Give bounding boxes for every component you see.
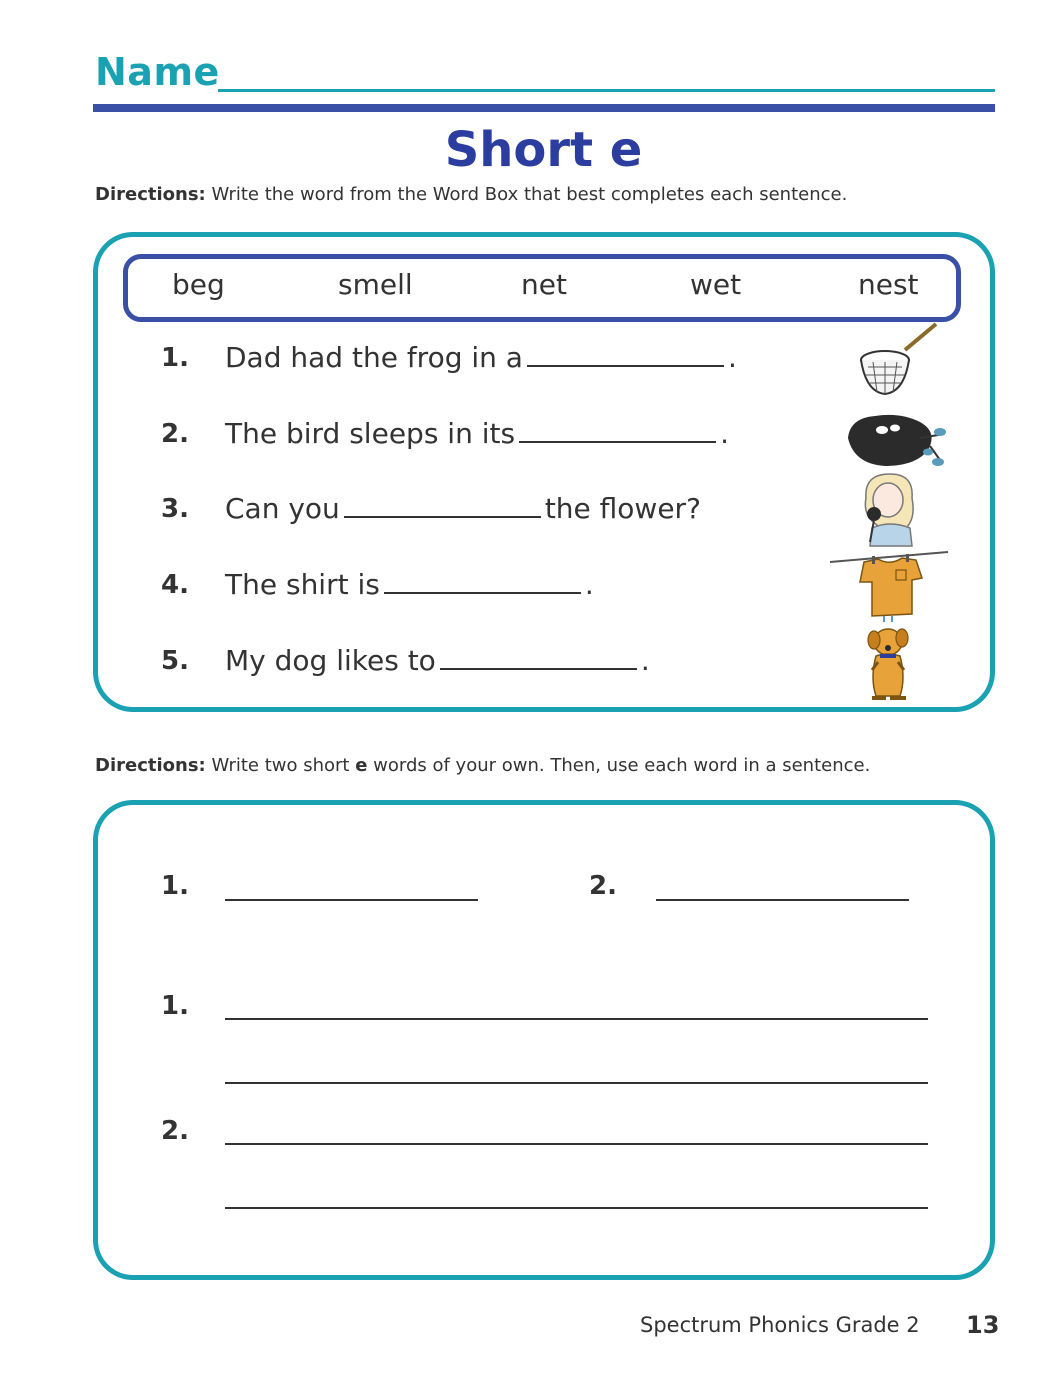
sentence-write-number: 1. bbox=[161, 991, 189, 1021]
word-box-item: net bbox=[521, 268, 567, 301]
sentence-3 bbox=[225, 492, 701, 525]
sentence-number: 2. bbox=[161, 419, 189, 449]
sentence-text: . bbox=[584, 568, 594, 601]
sentence-text: Can you bbox=[225, 492, 340, 525]
word-number: 2. bbox=[589, 871, 617, 901]
header-rule bbox=[93, 104, 995, 112]
sentence-write-line[interactable] bbox=[225, 1082, 928, 1084]
sentence-text: . bbox=[720, 417, 729, 450]
word-box-item: nest bbox=[858, 268, 919, 301]
page-number: 13 bbox=[966, 1311, 1000, 1339]
begging-dog-icon bbox=[858, 622, 918, 706]
sentence-number: 5. bbox=[161, 646, 189, 676]
directions-1-label: Directions: bbox=[95, 184, 206, 205]
sentence-text: . bbox=[640, 644, 650, 677]
directions-2-bold-letter: e bbox=[355, 755, 368, 776]
sentence-text: The bird sleeps in its bbox=[225, 417, 516, 450]
directions-2-label: Directions: bbox=[95, 755, 206, 776]
sentence-text: Dad had the frog in a bbox=[225, 341, 523, 374]
sentence-write-line[interactable] bbox=[225, 1143, 928, 1145]
net-icon bbox=[850, 322, 940, 402]
sentence-number: 3. bbox=[161, 494, 189, 524]
sentence-text: The shirt is bbox=[225, 568, 380, 601]
sentence-write-number: 2. bbox=[161, 1116, 189, 1146]
directions-2 bbox=[95, 755, 870, 776]
wet-shirt-icon bbox=[828, 548, 950, 622]
answer-blank[interactable] bbox=[527, 343, 724, 367]
directions-2-text: Write two short bbox=[205, 755, 356, 776]
sentence-write-line[interactable] bbox=[225, 1018, 928, 1020]
answer-blank[interactable] bbox=[440, 646, 637, 670]
sentence-write-line[interactable] bbox=[225, 1207, 928, 1209]
directions-1 bbox=[95, 184, 847, 205]
word-write-line[interactable] bbox=[225, 899, 478, 901]
directions-2-text: words of your own. Then, use each word in a sentence. bbox=[367, 755, 871, 776]
word-write-line[interactable] bbox=[656, 899, 909, 901]
answer-blank[interactable] bbox=[519, 419, 716, 443]
sentence-5 bbox=[225, 644, 650, 677]
word-number: 1. bbox=[161, 871, 189, 901]
word-box-item: wet bbox=[690, 268, 742, 301]
answer-blank[interactable] bbox=[344, 494, 541, 518]
sentence-number: 4. bbox=[161, 570, 189, 600]
sentence-4 bbox=[225, 568, 594, 601]
answer-blank[interactable] bbox=[384, 570, 581, 594]
page-title: Short e bbox=[444, 122, 643, 178]
sentence-number: 1. bbox=[161, 343, 189, 373]
name-label: Name bbox=[95, 50, 220, 94]
sentence-2 bbox=[225, 417, 729, 450]
sentence-text: My dog likes to bbox=[225, 644, 436, 677]
sentence-1 bbox=[225, 341, 737, 374]
footer-book-title: Spectrum Phonics Grade 2 bbox=[640, 1313, 920, 1337]
word-box-item: smell bbox=[338, 268, 413, 301]
directions-1-text: Write the word from the Word Box that best completes each sentence. bbox=[205, 184, 848, 205]
girl-smelling-flower-icon bbox=[852, 468, 932, 548]
word-box-item: beg bbox=[172, 268, 225, 301]
sentence-text: the flower? bbox=[544, 492, 701, 525]
name-write-line[interactable] bbox=[218, 89, 995, 92]
sentence-text: . bbox=[727, 341, 737, 374]
